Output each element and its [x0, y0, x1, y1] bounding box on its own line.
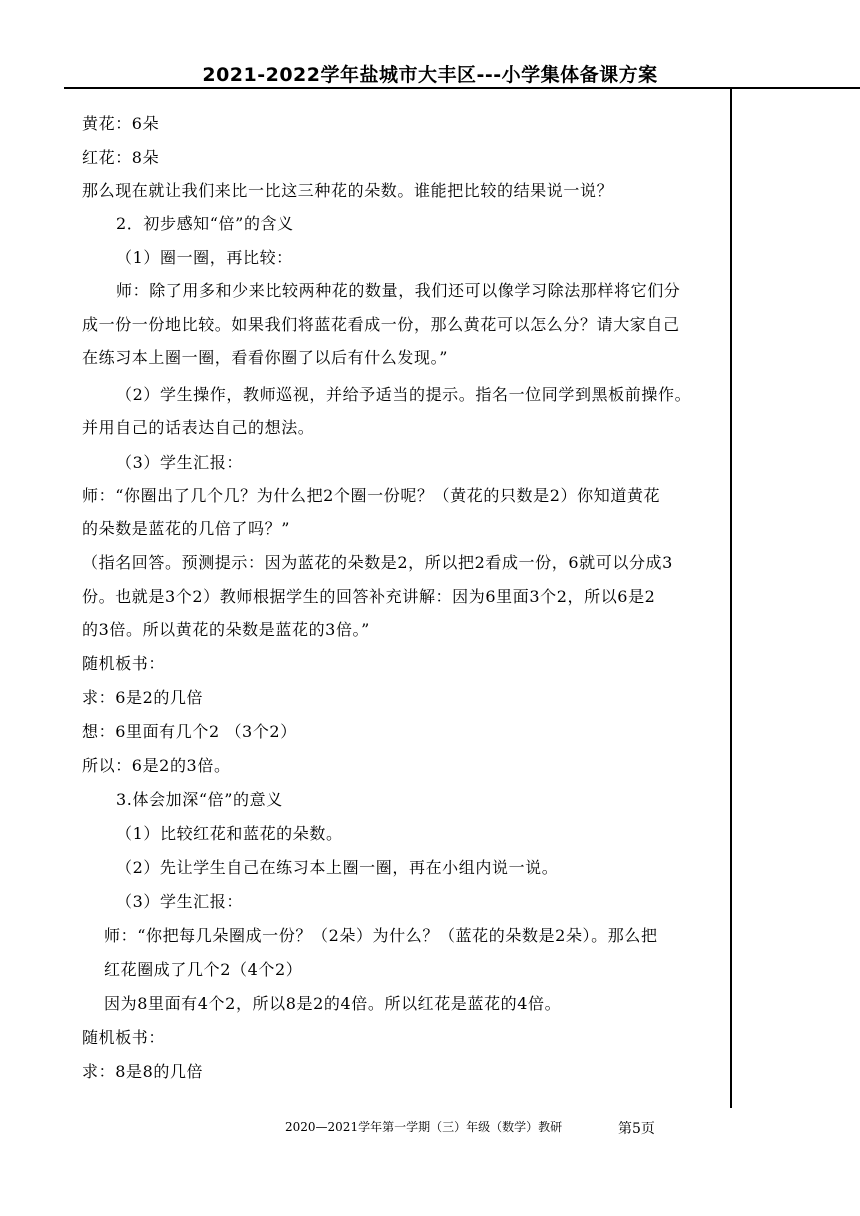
text-line: 并用自己的话表达自己的想法。	[82, 418, 315, 437]
text-line: 师：“你把每几朵圈成一份？（2朵）为什么？（蓝花的朵数是2朵）。那么把	[104, 926, 658, 945]
footer-text: 2020—2021学年第一学期（三）年级（数学）教研	[285, 1120, 563, 1134]
text-line: 在练习本上圈一圈，看看你圈了以后有什么发现。”	[82, 348, 448, 367]
text-line: （3）学生汇报：	[116, 453, 243, 472]
text-line: 所以：6是2的3倍。	[82, 756, 231, 775]
header-rule	[64, 87, 860, 89]
text-line: 的朵数是蓝花的几倍了吗？”	[82, 519, 290, 538]
page-header-title: 2021-2022学年盐城市大丰区---小学集体备课方案	[202, 64, 658, 86]
text-line: 想：6里面有几个2 （3个2）	[82, 722, 297, 741]
text-line: 随机板书：	[82, 654, 166, 673]
text-line: 求：6是2的几倍	[82, 688, 204, 707]
text-line: 那么现在就让我们来比一比这三种花的朵数。谁能把比较的结果说一说？	[82, 181, 614, 200]
text-line: （3）学生汇报：	[116, 892, 243, 911]
text-line: 的3倍。所以黄花的朵数是蓝花的3倍。”	[82, 620, 370, 639]
text-line: （2）先让学生自己在练习本上圈一圈，再在小组内说一说。	[116, 858, 559, 877]
right-margin-rule	[730, 87, 732, 1108]
text-line: 3.体会加深“倍”的意义	[116, 790, 283, 809]
page-number: 第5页	[618, 1121, 655, 1137]
text-line: 师：“你圈出了几个几？为什么把2个圈一份呢？（黄花的只数是2）你知道黄花	[82, 486, 661, 505]
text-line: 成一份一份地比较。如果我们将蓝花看成一份，那么黄花可以怎么分？请大家自己	[82, 315, 680, 334]
text-line: 因为8里面有4个2，所以8是2的4倍。所以红花是蓝花的4倍。	[104, 994, 562, 1013]
text-line: 红花圈成了几个2（4个2）	[104, 960, 303, 979]
text-line: 随机板书：	[82, 1028, 166, 1047]
text-line: 红花：8朵	[82, 148, 160, 167]
text-line: 师：除了用多和少来比较两种花的数量，我们还可以像学习除法那样将它们分	[116, 281, 681, 300]
text-line: （1）圈一圈，再比较：	[116, 248, 293, 267]
text-line: 份。也就是3个2）教师根据学生的回答补充讲解：因为6里面3个2，所以6是2	[82, 587, 656, 606]
text-line: （1）比较红花和蓝花的朵数。	[116, 824, 343, 843]
text-line: 2．初步感知“倍”的含义	[116, 214, 294, 233]
text-line: （指名回答。预测提示：因为蓝花的朵数是2，所以把2看成一份，6就可以分成3	[82, 553, 673, 572]
text-line: 求：8是8的几倍	[82, 1062, 204, 1081]
text-line: 黄花：6朵	[82, 114, 160, 133]
text-line: （2）学生操作，教师巡视，并给予适当的提示。指名一位同学到黑板前操作。	[116, 385, 692, 404]
